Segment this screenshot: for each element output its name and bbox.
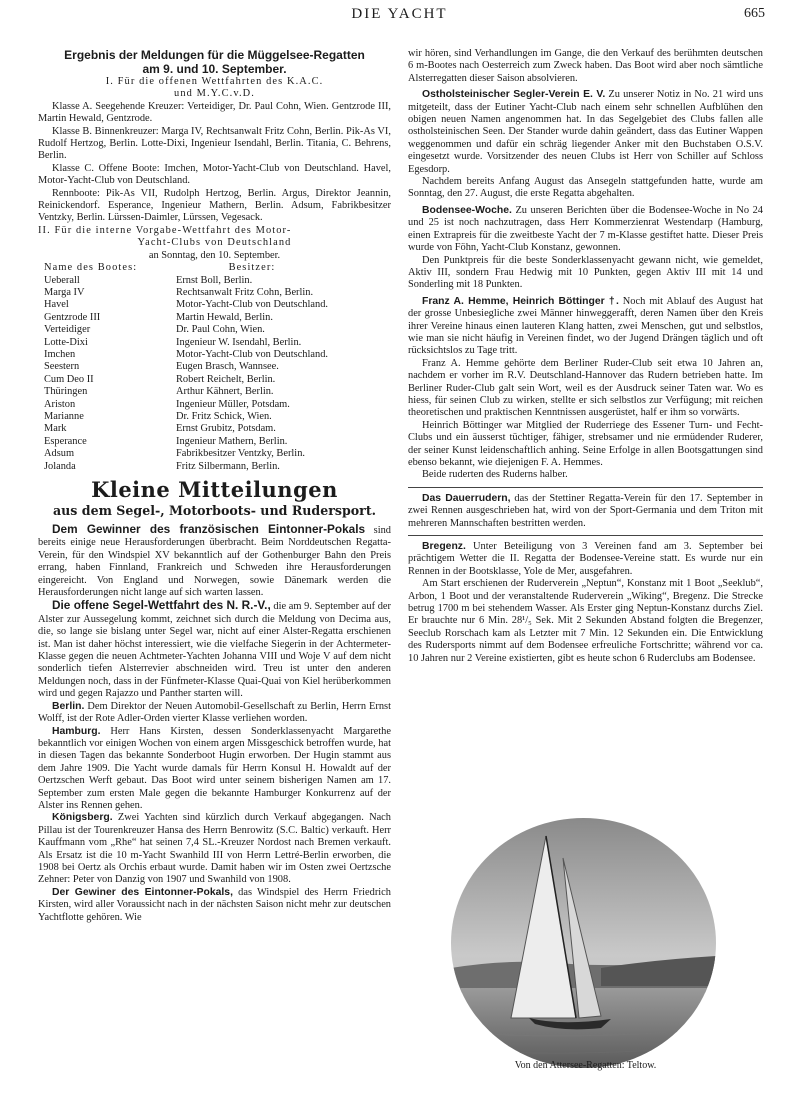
boat-name: Marga IV — [44, 286, 85, 298]
boat-owner: Rechtsanwalt Fritz Cohn, Berlin. — [176, 286, 314, 298]
section-2-line-2: Yacht-Clubs von Deutschland — [137, 237, 292, 249]
sailboat-photo — [451, 818, 716, 1068]
klasse-b: Klasse B. Binnenkreuzer: Marga IV, Rechtsanwalt Fritz Cohn, Berlin. Pik-As VI, Rudolf Hertzog, Berlin. Lotte-Dixi, Ingenieur Isendahl, Berlin. Titania, C. Behrens, Berlin. — [38, 125, 391, 162]
item-berlin — [38, 701, 391, 726]
item-hemme-4: Beide ruderten des Ruderns halber. — [422, 469, 568, 481]
boat-owner: Fritz Silbermann, Berlin. — [176, 460, 280, 472]
table-row — [44, 349, 328, 361]
item-koenigsberg — [38, 812, 391, 886]
boat-name: Seestern — [44, 361, 80, 373]
section-2-line-1: II. Für die interne Vorgabe-Wettfahrt des Motor- — [38, 224, 292, 236]
table-row — [44, 386, 328, 398]
boat-owner: Ernst Boll, Berlin. — [176, 274, 253, 286]
item-bodensee-2: Den Punktpreis für die beste Sonderklassenyacht gewann nicht, wie gemeldet, Aktiv III, sondern Frau Hedwig mit 10 Punkten, gegen Aktiv III mit 14 und Sonderling mit 18 Punkten. — [408, 254, 763, 291]
boat-owner: Eugen Brasch, Wannsee. — [176, 361, 279, 373]
boat-owner: Ingenieur Mathern, Berlin. — [176, 435, 288, 447]
item-koenigsberg-head: Königsberg. — [52, 812, 113, 824]
item-bregenz-2: Am Start erschienen der Ruderverein „Neptun“, Konstanz mit 1 Boot „Seeklub“, Arbon, 1 Boot und der veranstaltende Ruderverein „Wiking“, Bregenz. Die Strecke betrug 1700 m bei stehendem Wasser. Als Erster ging Neptun-Konstanz durchs Ziel. Er brauchte nur 6 Min. 28¹/₅ Sek. Mit 2 Sekunden Abstand folgten die Bregenzer, Seeclub Rorschach kam als Letzter mit 7 Min. 12 Sekunden ein. Die Entwicklung des Rudersports nimmt auf dem Bodensee erfreuliche Fortschritte; während vor ca. 10 Jahren nur 2 Vereine existierten, gibt es heute schon 6 Ruderclubs am Bodensee. — [408, 578, 763, 664]
boat-name: Marianne — [44, 410, 84, 422]
item-ostholstein-text: Zu unserer Notiz in No. 21 wird uns mitgeteilt, dass der Eutiner Yacht-Club nach einem sehr schnellen Aufblühen den obigen neuen Namen angenommen hat. In das Segelgebiet des Clubs fallen alle ostholsteinischen Seen. Der Stander wurde dahin geändert, dass das Eutiner Wappen weggenommen und dafür ein schräg liegender Anker mit den Buchstaben O.S.V. eingesetzt wurde. Vorsitzender des neuen Clubs ist Herr von Schiller auf Schloss Egesdorp. — [408, 89, 763, 175]
item-offene-text: die am 9. September auf der Alster zur Aussegelung kommt, zeichnet sich durch die Meldung von Decima aus, die, so lange sie bislang unter Segel war, nicht auf einer Alster-Regatta erschienen ist. Man ist daher höchst interessiert, wie die vielfache Siegerin in der Achtermeter-Klasse gegen die neuen Achtmeter-Yachten Johanna VIII und Woje V auf dem nicht sonderlich tiefen Alsterrevier abschneiden wird. Treu ist unter den anderen Meldungen noch, dass in der Fünfmeter-Klasse Quai-Quai von Kiel herüberkommen wird und gegen Rajazzo und Panther starten will. — [38, 601, 391, 700]
item-der-gewinner-text: das Windspiel des Herrn Friedrich Kirsten, wird aller Voraussicht nach in der nächsten Saison nicht mehr zur deutschen Yachtflotte gehören. Wie — [38, 886, 391, 923]
continued-text: wir hören, sind Verhandlungen im Gange, die den Verkauf des berühmten deutschen 6 m-Bootes nach Oesterreich zum Zweck haben. Das Boot wird aber noch sämtliche Alsterregatten dieser Saison absolvieren. — [408, 48, 763, 84]
boat-name: Imchen — [44, 348, 76, 360]
col-header-boat: Name des Bootes: — [44, 262, 138, 274]
table-header-row — [44, 262, 328, 274]
boat-owner-table — [44, 262, 328, 473]
boat-name: Lotte-Dixi — [44, 336, 88, 348]
item-dauerrudern-text: das der Stettiner Regatta-Verein für den 17. September in zwei Rennen ausgeschrieben hat, wird von der Sport-Germania und dem Triton mit mehreren Mannschaften bestritten werden. — [408, 492, 763, 529]
table-row — [44, 299, 328, 311]
boat-owner: Motor-Yacht-Club von Deutschland. — [176, 348, 328, 360]
item-hemme-text: Noch mit Ablauf des August hat der grosse Unbesiegliche zwei Männer hinweggerafft, deren Namen über den Kreis ihrer Vereine hinaus einen lauteren Klang hatten, zwei Menschen, gut und selbstlos, wie man sie nicht häufig in Vereinen findet, wo der Jugend Drängen täglich und oft rücksichtslos zu Tage tritt. — [408, 295, 763, 357]
ergebnis-title-2: am 9. und 10. September. — [142, 62, 287, 76]
item-ostholstein — [408, 89, 763, 176]
section-2-line-3: an Sonntag, den 10. September. — [148, 249, 281, 261]
boat-owner: Ernst Grubitz, Potsdam. — [176, 423, 276, 435]
item-dauerrudern — [408, 493, 763, 530]
section-1-line-1: I. Für die offenen Wettfahrten des K.A.C. — [105, 76, 324, 87]
rennboote: Rennboote: Pik-As VII, Rudolph Hertzog, Berlin. Argus, Direktor Jeannin, Reinickendorf. Esperance, Ingenieur Mathern, Berlin. Adsum, Fabrikbesitzer Ventzky, Berlin. Lürssen-Daimler, Lürssen, Vegesack. — [38, 187, 391, 224]
item-berlin-head: Berlin. — [52, 700, 85, 712]
photo-caption: Von den Attersee-Regatten: Teltow. — [514, 1060, 657, 1071]
boat-name: Jolanda — [44, 460, 76, 472]
right-column — [408, 48, 763, 665]
table-row — [44, 287, 328, 299]
item-ostholstein-head: Ostholsteinischer Segler-Verein E. V. — [422, 89, 606, 101]
boat-owner: Fabrikbesitzer Ventzky, Berlin. — [176, 448, 305, 460]
item-bregenz-text: Unter Beteiligung von 3 Vereinen fand am 3. September bei prächtigem Wetter die II. Regatta der Bodensee-Vereine statt. Es wurde nur ein Rennen in der Bootsklasse, Yole de Mer, ausgefahren. — [408, 541, 763, 577]
item-bregenz-head: Bregenz. — [422, 541, 466, 553]
ergebnis-title-1: Ergebnis der Meldungen für die Müggelsee-Regatten — [64, 48, 365, 62]
boat-owner: Robert Reichelt, Berlin. — [176, 373, 276, 385]
boat-owner: Martin Hewald, Berlin. — [176, 311, 273, 323]
table-row — [44, 361, 328, 373]
boat-name: Cum Deo II — [44, 373, 94, 385]
boat-owner: Motor-Yacht-Club von Deutschland. — [176, 299, 328, 311]
kleine-mitteilungen-title: Kleine Mitteilungen — [91, 477, 338, 502]
kleine-mitteilungen-subtitle: aus dem Segel-, Motorboots- und Rudersport. — [52, 503, 377, 518]
item-gewinner — [38, 523, 391, 599]
table-row — [44, 337, 328, 349]
item-bodensee-text: Zu unseren Berichten über die Bodensee-Woche in No 24 und 25 ist noch nachzutragen, dass Herr Kommerzienrat Westendarp (Hamburg, einen Extrapreis für die zweitbeste Yacht der 7 m-Klasse gestiftet hatte. Dieser Preis wurde von Föhn, Yacht-Club Konstanz, gewonnen. — [408, 204, 763, 254]
item-hemme-head: Franz A. Hemme, Heinrich Böttinger †. — [422, 295, 619, 307]
item-bodensee — [408, 205, 763, 255]
table-row — [44, 399, 328, 411]
boat-name: Adsum — [44, 448, 75, 460]
item-hamburg — [38, 726, 391, 813]
boat-name: Esperance — [44, 435, 87, 447]
item-hemme-3: Heinrich Böttinger war Mitglied der Ruderriege des Essener Turn- und Fecht-Clubs und ein äusserst tüchtiger, fähiger, strebsamer und nie ermüdender Ruderer, der seiner Kunst leidenschaftlich anhing. Seine Erfolge in allen Bootsgattungen sind ebenso bekannt, wie diejenigen F. A. Hemmes. — [408, 419, 763, 468]
table-row — [44, 461, 328, 473]
col-header-owner: Besitzer: — [228, 262, 276, 274]
divider — [408, 535, 763, 536]
divider — [408, 487, 763, 488]
table-row — [44, 374, 328, 386]
table-row — [44, 448, 328, 460]
page-number: 665 — [744, 6, 765, 21]
left-column — [38, 48, 391, 924]
item-gewinner-head: Dem Gewinner des französischen Eintonner-Pokals — [52, 522, 366, 536]
boat-owner: Dr. Paul Cohn, Wien. — [176, 324, 265, 336]
klasse-c: Klasse C. Offene Boote: Imchen, Motor-Yacht-Club von Deutschland. Havel, Motor-Yacht-Club von Deutschland. — [38, 162, 391, 187]
item-bodensee-head: Bodensee-Woche. — [422, 204, 512, 216]
section-1-line-2: und M.Y.C.v.D. — [174, 88, 255, 100]
running-title: DIE YACHT — [351, 6, 448, 22]
item-hamburg-text: Herr Hans Kirsten, dessen Sonderklassenyacht Margarethe bekanntlich vor einigen Wochen von einem argen Missgeschick betroffen wurde, hat in diesen Tagen das bekannte Sonderboot Hugin erworben. Der Hugin stammt aus dem Jahre 1909. Die Yacht wurde damals für Herrn Konsul H. Howaldt auf der Oertzschen Werft gebaut. Das Boot wird unter seinem bisherigen Namen am 17. September zum ersten Male gegen die bekannte Hamburger Konkurrenz auf der Alster ins Rennen gehen. — [38, 725, 391, 811]
boat-owner: Arthur Kähnert, Berlin. — [176, 386, 274, 398]
table-row — [44, 275, 328, 287]
table-row — [44, 436, 328, 448]
item-hemme-2: Franz A. Hemme gehörte dem Berliner Ruder-Club seit etwa 10 Jahren an, nachdem er vorher im R.V. Deutschland-Hannover das Rudern betrieben hatte. Im Berliner Ruder-Club galt sein Wort, weil es der Ausdruck seiner Taten war. Wo es hiess, für seinen Club zu wirken, stellte er sich selbstlos zur Verfügung; mit reichen theoretischen und praktischen Kenntnissen ausgerüstet, half er ihm so vorwärts. — [408, 357, 763, 419]
item-gewinner-text: sind bereits einige neue Herausforderungen überbracht. Beim Norddeutschen Regatta-Verein, für den Windspiel XV bekanntlich auf der Gothenburger Bahn den Preis errang, haben Finnland, Frankreich und Schweden ihre Herausforderungen eingereicht. Von England und Norwegen, sowie Dänemark werden die Herausforderungen nicht lange auf sich warten lassen. — [38, 525, 391, 599]
boat-owner: Ingenieur Müller, Potsdam. — [176, 398, 290, 410]
boat-name: Havel — [44, 299, 69, 311]
boat-name: Mark — [44, 423, 67, 435]
item-dauerrudern-head: Das Dauerrudern, — [422, 492, 511, 504]
boat-name: Gentzrode III — [44, 311, 101, 323]
boat-name: Ueberall — [44, 274, 80, 286]
boat-name: Ariston — [44, 398, 76, 410]
item-berlin-text: Dem Direktor der Neuen Automobil-Gesellschaft zu Berlin, Herrn Ernst Wolff, ist der Rote Adler-Orden vierter Klasse verliehen worden. — [38, 700, 391, 725]
table-row — [44, 324, 328, 336]
boat-owner: Ingenieur W. Isendahl, Berlin. — [176, 336, 302, 348]
item-bregenz — [408, 541, 763, 578]
table-row — [44, 423, 328, 435]
item-koenigsberg-text: Zwei Yachten sind kürzlich durch Verkauf abgegangen. Nach Pillau ist der Tourenkreuzer Hansa des Herrn Benrowitz (S.C. Baltic) verkauft. Herr Kauffmann vom „Rhe“ hat seinen 7,4 SL.-Kreuzer Nordost nach Bremen verkauft. Als Ersatz ist die 10 m-Yacht Swanhild III von Herrn Lettré-Berlin erworben, die 1908 bei Oertz als Orchis erbaut wurde. Damit haben wir im Osten zwei Oertzsche Zehner: Peter von Danzig von 1907 und Swanhild von 1908. — [38, 812, 391, 886]
item-der-gewinner-head: Der Gewiner des Eintonner-Pokals, — [52, 886, 233, 898]
item-offene — [38, 599, 391, 700]
table-row — [44, 312, 328, 324]
item-offene-head: Die offene Segel-Wettfahrt des N. R.-V., — [52, 598, 271, 613]
page-header — [0, 6, 799, 26]
boat-name: Verteidiger — [44, 324, 91, 336]
item-der-gewinner — [38, 887, 391, 924]
table-row — [44, 411, 328, 423]
item-hemme — [408, 296, 763, 358]
boat-name: Thüringen — [44, 386, 88, 398]
boat-owner: Dr. Fritz Schick, Wien. — [176, 410, 272, 422]
item-ostholstein-2: Nachdem bereits Anfang August das Ansegeln stattgefunden hatte, wurde am Sonntag, den 27. August, die erste Regatta abgehalten. — [408, 176, 763, 200]
sailboat-illustration — [451, 818, 716, 1068]
klasse-a: Klasse A. Seegehende Kreuzer: Verteidiger, Dr. Paul Cohn, Wien. Gentzrode III, Martin Hewald, Gentzrode. — [38, 100, 391, 125]
item-hamburg-head: Hamburg. — [52, 725, 101, 737]
